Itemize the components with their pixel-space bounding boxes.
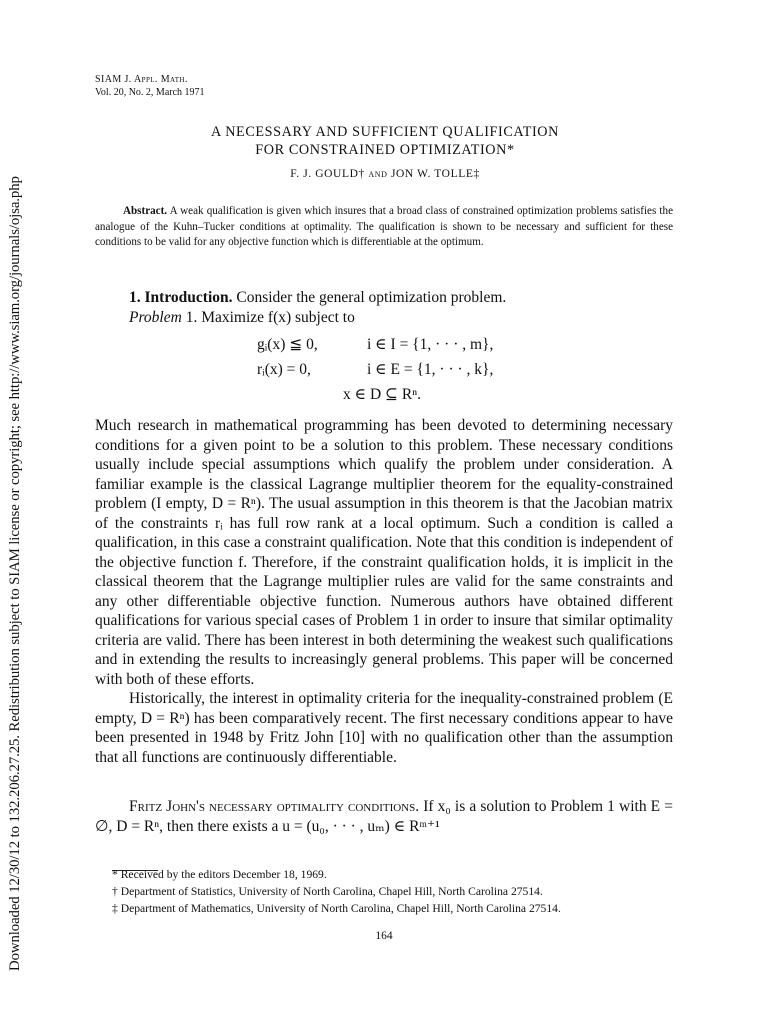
footnotes [95,866,561,917]
problem-statement [129,307,355,328]
constraint-1-right: i ∈ I = {1, · · · , m}, [367,336,494,353]
constraint-1-left: gᵢ(x) ≦ 0, [257,336,318,353]
section-heading: 1. Introduction. [129,289,233,306]
author-line [95,168,675,180]
constraint-2-right: i ∈ E = {1, · · · , k}, [367,361,494,378]
author-and: and [368,168,388,180]
main-text [95,416,673,767]
title-line-1: A NECESSARY AND SUFFICIENT QUALIFICATION [211,124,559,140]
title-line-2: FOR CONSTRAINED OPTIMIZATION* [255,142,515,158]
author-2: JON W. TOLLE‡ [390,168,480,180]
page-number: 164 [375,930,393,942]
paragraph-3 [95,797,673,836]
footnote-author-1: † Department of Statistics, University of North Carolina, Chapel Hill, North Carolina 27514. [112,885,543,898]
section-intro [129,287,506,308]
problem-label: Problem [129,309,182,326]
constraint-3: x ∈ D ⊆ Rⁿ. [343,386,421,403]
paragraph-3-heading: Fritz John's necessary optimality conditions. [129,798,420,815]
footnote-received: * Received by the editors December 18, 1969. [112,868,327,881]
author-1: F. J. GOULD† [290,168,365,180]
paragraph-2: Historically, the interest in optimality criteria for the inequality-constrained problem (E empty, D = Rⁿ) has been comparatively recent. The first necessary conditions appear to have been presented in 1948 by Fritz John [10] with no qualification other than the assumption that all functions are continuously differentiable. [95,690,673,766]
constraint-2-left: rᵢ(x) = 0, [257,361,311,378]
intro-text: Consider the general optimization problem. [236,289,507,306]
footnote-author-2: ‡ Department of Mathematics, University of North Carolina, Chapel Hill, North Carolina 27514. [112,902,561,915]
paragraph-3-text: If x₀ is a solution to Problem 1 with E = ∅, D = Rⁿ, then there exists a u = (u₀, · · · , uₘ) ∈ Rᵐ⁺¹ [95,798,673,835]
paragraph-1: Much research in mathematical programming has been devoted to determining necessary conditions for a given point to be a solution to this problem. These necessary conditions usually include special assumptions which qualify the problem under consideration. A familiar example is the classical Lagrange multiplier theorem for the equality-constrained problem (I empty, D = Rⁿ). The usual assumption in this theorem is that the Jacobian matrix of the constraints rᵢ has full row rank at a local optimum. Such a condition is called a qualification, in this case a constraint qualification. Note that this condition is independent of the objective function f. Therefore, if the constraint qualification holds, it is implicit in the classical theorem that the Lagrange multiplier rules are valid for the same constraints and any other differentiable objective function. Numerous authors have obtained different qualifications for various special cases of Problem 1 in order to insure that similar optimality criteria are valid. There has been interest in both determining the weakest such qualifications and in extending the results to increasingly general problems. This paper will be concerned with both of these efforts. [95,417,673,688]
abstract-label: Abstract. [123,205,168,217]
paper-title [95,123,675,159]
journal-header [95,73,205,99]
abstract [95,204,673,251]
journal-name: SIAM J. Appl. Math. [95,74,188,85]
problem-text: 1. Maximize f(x) subject to [185,309,355,326]
journal-volume: Vol. 20, No. 2, March 1971 [95,87,205,98]
download-notice [3,91,27,971]
abstract-text: A weak qualification is given which insures that a broad class of constrained optimization problems satisfies the analogue of the Kuhn–Tucker conditions at optimality. The qualification is shown to be necessary and sufficient for these conditions to be valid for any objective function which is differentiable at the optimum. [95,205,673,248]
download-notice-text: Downloaded 12/30/12 to 132.206.27.25. Redistribution subject to SIAM license or copyright; see http://www.siam.org/journals/ojsa.php [7,176,23,971]
